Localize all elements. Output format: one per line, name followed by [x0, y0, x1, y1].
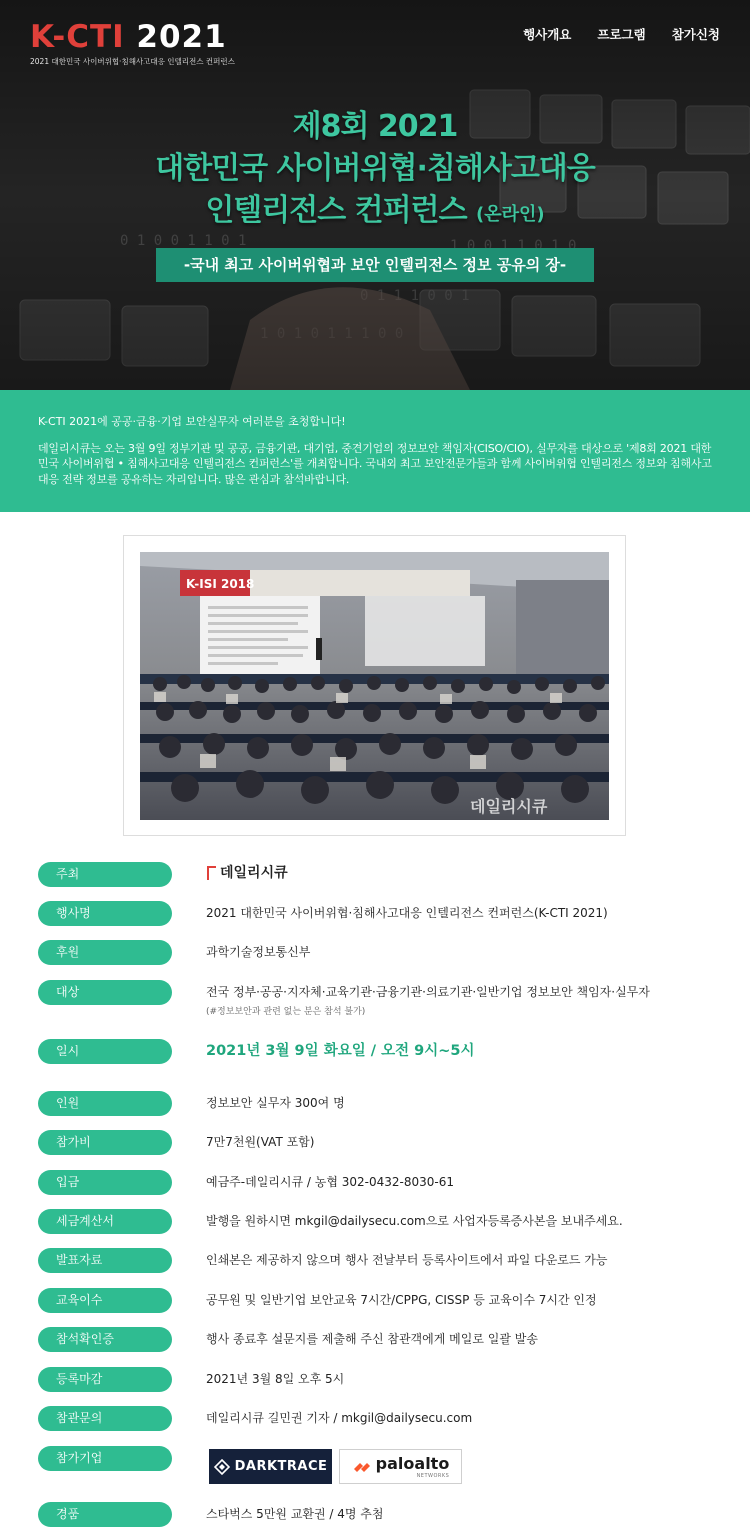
hero-title-line-3-main: 인텔리전스 컨퍼런스: [205, 193, 467, 228]
hero-title-online-tag: (온라인): [476, 204, 545, 225]
photo-watermark: 데일리시큐: [470, 797, 548, 816]
info-note-audience: (#정보보안과 관련 없는 분은 참석 불가): [206, 1007, 366, 1017]
info-label-deadline: 등록마감: [38, 1367, 172, 1392]
hero-title-line-3: [0, 190, 750, 236]
info-value-materials: 인쇄본은 제공하지 않으며 행사 전날부터 등록사이트에서 파일 다운로드 가능: [206, 1253, 608, 1267]
paloalto-logo-subtext: NETWORKS: [416, 1473, 450, 1479]
info-label-payment: 입금: [38, 1170, 172, 1195]
nav-item-program[interactable]: 프로그램: [597, 27, 646, 42]
paloalto-mark-icon: [352, 1459, 372, 1475]
paloalto-logo-text: paloalto: [375, 1454, 450, 1473]
info-value-prize: 스타벅스 5만원 교환권 / 4명 추첨: [206, 1507, 384, 1521]
hero-title-line-1: 제8회 2021: [292, 109, 458, 144]
info-value-education-credit: 공무원 및 일반기업 보안교육 7시간/CPPG, CISSP 등 교육이수 7시간 인정: [206, 1293, 597, 1307]
intro-heading: K-CTI 2021에 공공·금융·기업 보안실무자 여러분을 초청합니다!: [38, 415, 346, 428]
intro-body: 데일리시큐는 오는 3월 9일 정부기관 및 공공, 금융기관, 대기업, 중견기업의 정보보안 책임자(CISO/CIO), 실무자를 대상으로 '제8회 2021 대한민국 사이버위협 • 침해사고대응 인텔리전스 컨퍼런스'를 개최합니다. 국내외 최고 보안전문가들과 함께 사이버위협 인텔리전스 정보와 침해사고대응 전략 정보를 공유하는 자리입니다. 많은 관심과 참석바랍니다.: [38, 441, 712, 486]
nav-item-overview[interactable]: 행사개요: [523, 27, 572, 42]
info-label-inquiry: 참관문의: [38, 1406, 172, 1431]
info-label-exhibitors: 참가기업: [38, 1446, 172, 1471]
info-value-audience: 전국 정부·공공·지자체·교육기관·금융기관·의료기관·일반기업 정보보안 책임자·실무자: [206, 985, 650, 999]
top-nav: [523, 25, 720, 43]
conference-hall-image: [140, 552, 609, 820]
info-label-prize: 경품: [38, 1502, 172, 1527]
info-value-payment: 예금주-데일리시큐 / 농협 302-0432-8030-61: [206, 1175, 454, 1189]
info-label-capacity: 인원: [38, 1091, 172, 1116]
darktrace-logo-text: DARKTRACE: [234, 1459, 328, 1474]
host-logo-text: 데일리시큐: [220, 865, 288, 881]
intro-section: [0, 390, 750, 512]
info-label-event-name: 행사명: [38, 901, 172, 926]
info-value-attendance-certificate: 행사 종료후 설문지를 제출해 주신 참관객에게 메일로 일괄 발송: [206, 1332, 538, 1346]
info-label-materials: 발표자료: [38, 1248, 172, 1273]
info-value-tax-invoice: 발행을 원하시면 mkgil@dailysecu.com으로 사업자등록증사본을 보내주세요.: [206, 1214, 623, 1228]
darktrace-mark-icon: [214, 1459, 230, 1475]
info-label-attendance-certificate: 참석확인증: [38, 1327, 172, 1352]
logo-text-red: K-CTI: [30, 19, 125, 55]
host-logo[interactable]: [206, 862, 288, 882]
info-value-deadline: 2021년 3월 8일 오후 5시: [206, 1372, 345, 1386]
hero-banner: [0, 0, 750, 390]
screen-banner-text: K-ISI 2018: [186, 577, 255, 591]
info-value-inquiry: 데일리시큐 길민권 기자 / mkgil@dailysecu.com: [206, 1411, 473, 1425]
hero-title: [0, 106, 750, 236]
event-photo: [140, 552, 609, 820]
info-value-fee: 7만7천원(VAT 포함): [206, 1135, 315, 1149]
info-value-datetime: 2021년 3월 9일 화요일 / 오전 9시~5시: [206, 1043, 475, 1059]
info-label-education-credit: 교육이수: [38, 1288, 172, 1313]
logo-subtitle: 2021 대한민국 사이버위협·침해사고대응 인텔리전스 컨퍼런스: [30, 57, 235, 66]
info-label-host: 주최: [38, 862, 172, 887]
hero-title-line-2: 대한민국 사이버위협·침해사고대응: [155, 151, 595, 186]
info-value-event-name: 2021 대한민국 사이버위협·침해사고대응 인텔리전스 컨퍼런스(K-CTI 2021): [206, 906, 608, 920]
info-label-audience: 대상: [38, 980, 172, 1005]
info-label-datetime: 일시: [38, 1039, 172, 1064]
sponsor-logo-darktrace[interactable]: [209, 1449, 332, 1484]
nav-item-register[interactable]: 참가신청: [671, 27, 720, 42]
paloalto-logo-wrap: [372, 1454, 450, 1479]
info-value-capacity: 정보보안 실무자 300여 명: [206, 1096, 345, 1110]
dailysecu-mark-icon: [206, 864, 218, 882]
info-label-tax-invoice: 세금계산서: [38, 1209, 172, 1234]
info-value-sponsor: 과학기술정보통신부: [206, 945, 311, 959]
logo-text-year: 2021: [136, 19, 227, 55]
info-label-fee: 참가비: [38, 1130, 172, 1155]
info-label-sponsor: 후원: [38, 940, 172, 965]
event-photo-frame: [123, 535, 626, 836]
sponsor-logo-paloalto[interactable]: [339, 1449, 462, 1484]
site-logo[interactable]: [30, 20, 235, 67]
hero-tagline: -국내 최고 사이버위협과 보안 인텔리전스 정보 공유의 장-: [156, 248, 594, 282]
